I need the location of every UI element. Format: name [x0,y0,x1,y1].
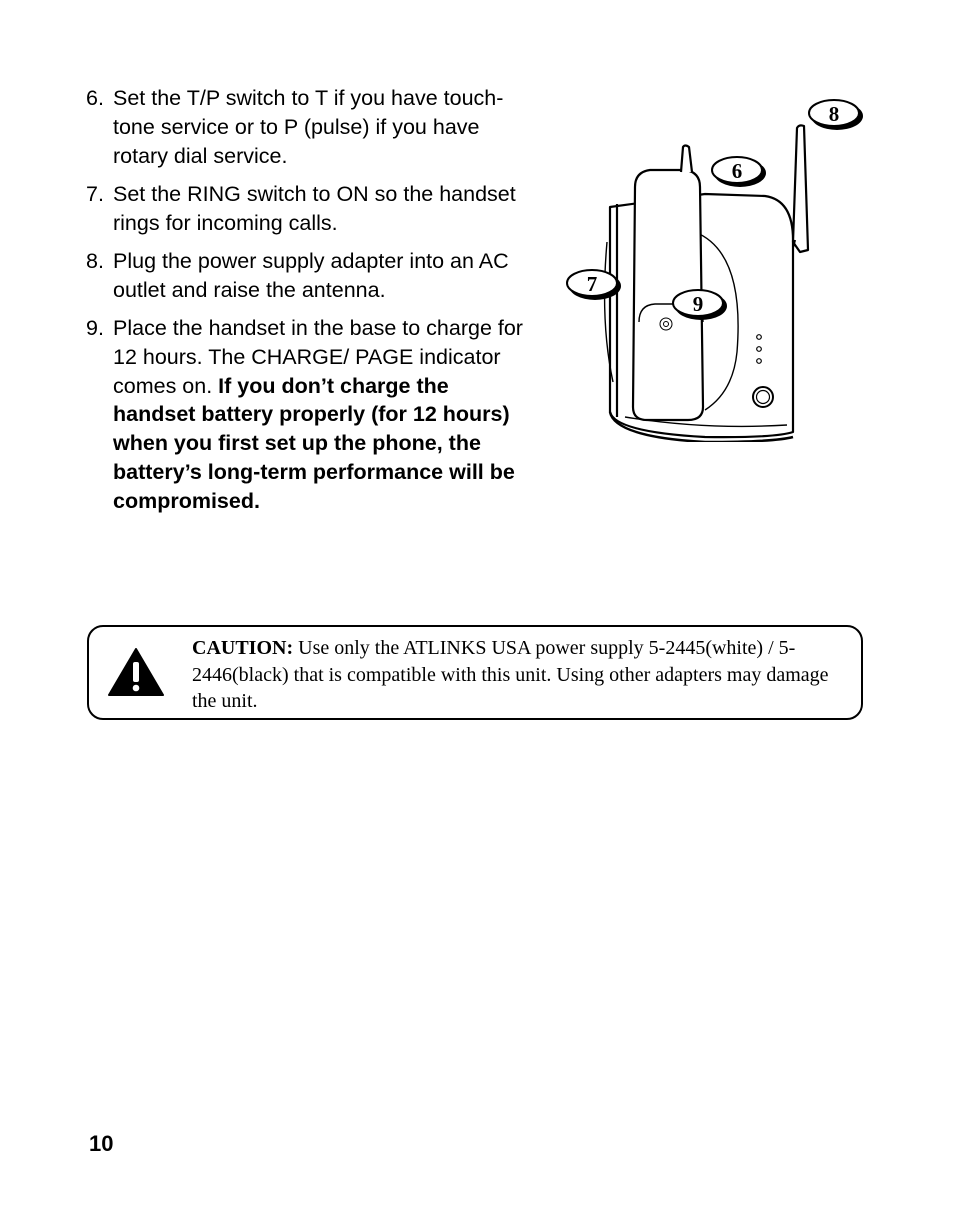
callout-6 [712,157,766,187]
callout-label: 9 [692,292,704,316]
step-text: Set the RING switch to ON so the handset rings for incoming calls. [113,181,516,235]
step-8 [86,247,526,305]
warning-triangle-icon [107,647,165,697]
callout-label: 6 [731,159,743,183]
battery-warning-text: If you don’t charge the handset battery properly (for 12 hours) when you first set up the phone, the battery’s long-term performance will be compromised. [113,373,515,513]
caution-text [192,635,842,715]
base-antenna [793,125,808,252]
step-number: 9. [86,316,104,341]
step-7 [86,180,526,238]
step-text: Set the T/P switch to T if you have touch-tone service or to P (pulse) if you have rotary dial service. [113,86,504,168]
step-number: 8. [86,248,104,273]
page-number: 10 [89,1131,114,1156]
phone-base-illustration [555,92,875,442]
callout-label: 7 [586,272,598,296]
caution-label: CAUTION: [192,637,294,659]
step-text: Plug the power supply adapter into an AC outlet and raise the antenna. [113,248,509,302]
step-text: Place the handset in the base to charge for 12 hours. The CHARGE/ PAGE indicator comes on. [113,316,523,398]
handset-antenna [681,146,692,173]
cordless-phone-drawing [555,92,875,442]
callout-label: 8 [828,102,840,126]
caution-box [87,625,863,720]
step-9 [86,314,526,516]
caution-body: Use only the ATLINKS USA power supply 5-2445(white) / 5-2446(black) that is compatible with this unit. Using other adapters may damage the unit. [192,637,829,712]
step-6 [86,84,526,170]
step-number: 7. [86,181,104,206]
step-number: 6. [86,86,104,110]
setup-steps [86,84,526,525]
callout-8 [809,100,863,130]
